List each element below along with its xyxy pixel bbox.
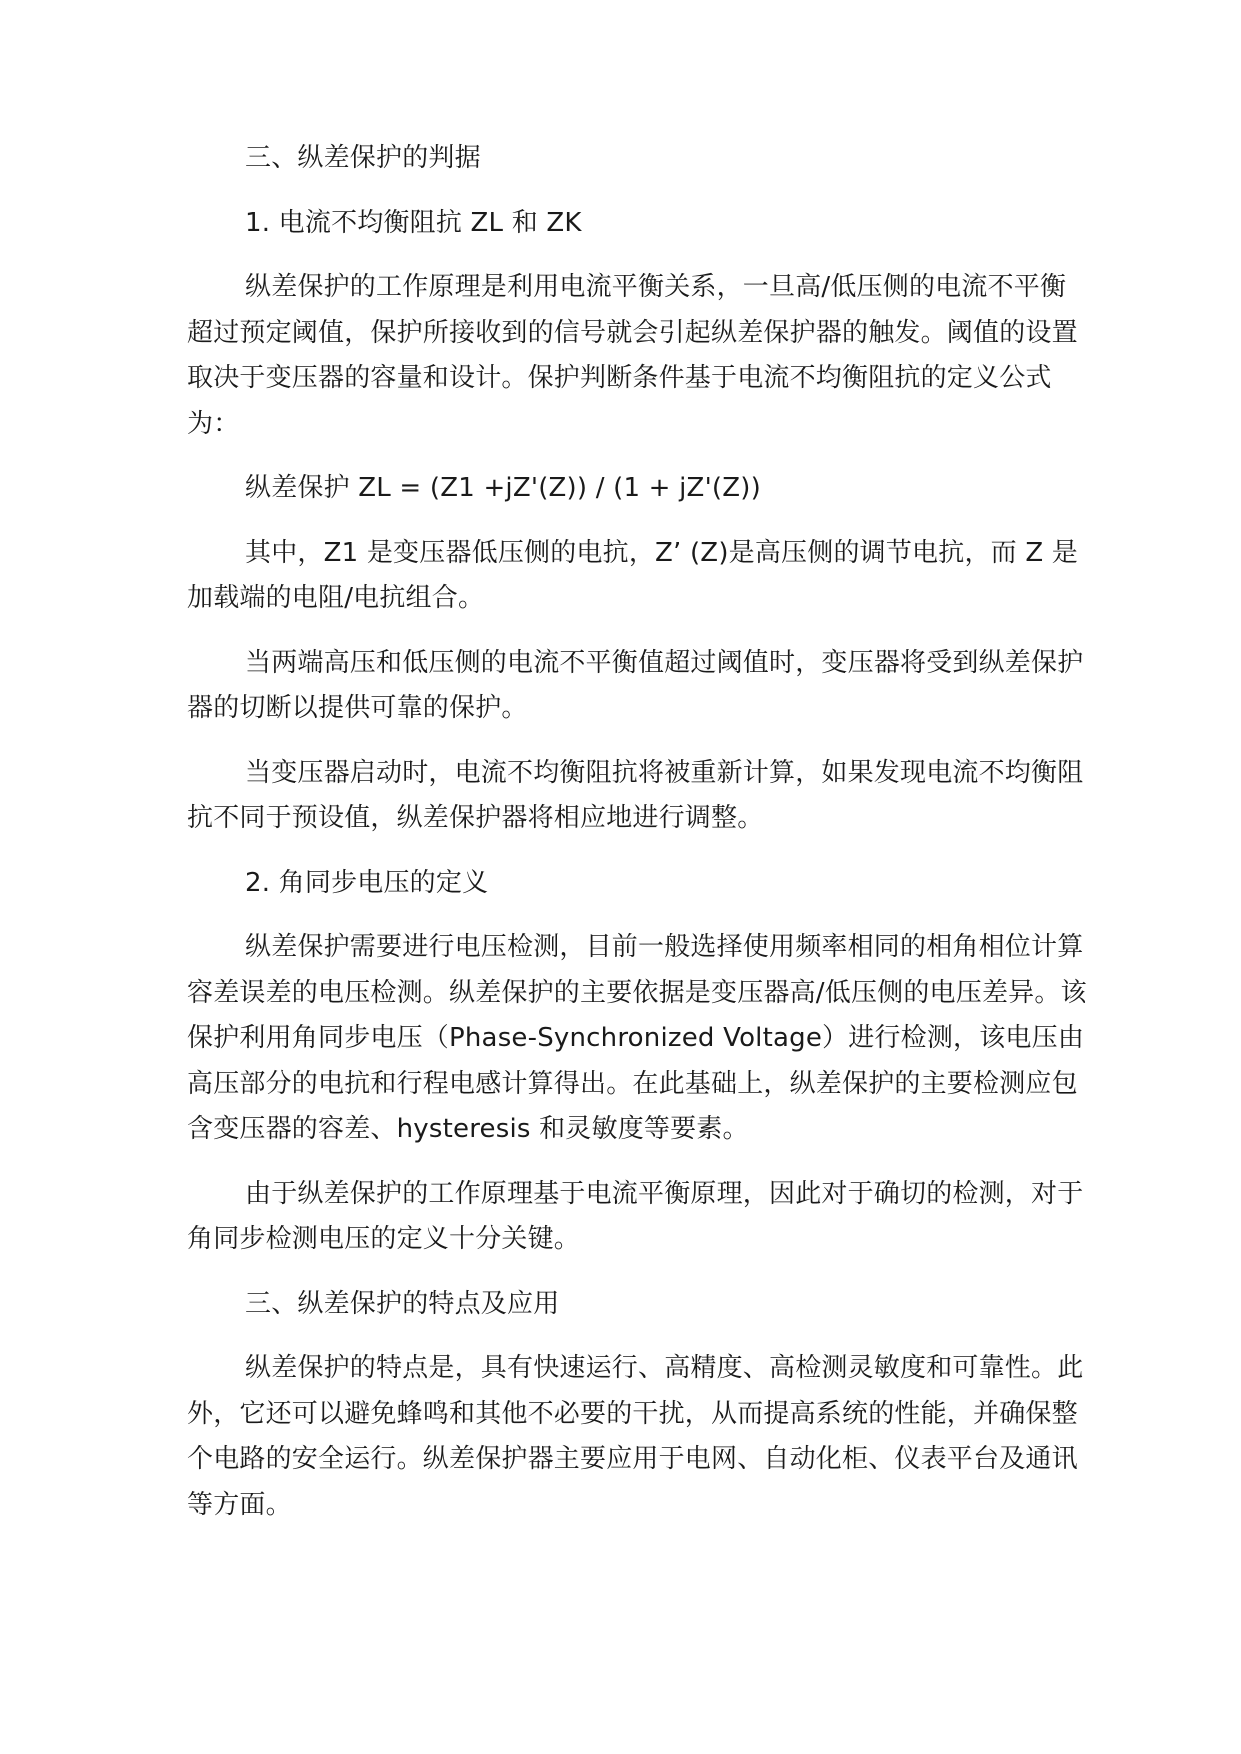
section-heading-features: 三、纵差保护的特点及应用 bbox=[245, 1288, 560, 1319]
paragraph-working-principle: 纵差保护的工作原理是利用电流平衡关系，一旦高/低压侧的电流不平衡超过预定阈值，保护所接收到的信号就会引起纵差保护器的触发。阈值的设置取决于变压器的容量和设计。保护判断条件基于电流不均衡阻抗的定义公式为： bbox=[187, 272, 1078, 439]
paragraph-startup-recalc: 当变压器启动时，电流不均衡阻抗将被重新计算，如果发现电流不均衡阻抗不同于预设值，纵差保护器将相应地进行调整。 bbox=[187, 757, 1084, 833]
paragraph-key-definition: 由于纵差保护的工作原理基于电流平衡原理，因此对于确切的检测，对于角同步检测电压的定义十分关键。 bbox=[187, 1178, 1084, 1254]
paragraph-voltage-detection: 纵差保护需要进行电压检测，目前一般选择使用频率相同的相角相位计算容差误差的电压检测。纵差保护的主要依据是变压器高/低压侧的电压差异。该保护利用角同步电压（Phase-Synchronized Voltage）进行检测，该电压由高压部分的电抗和行程电感计算得出。在此基础上，纵差保护的主要检测应包含变压器的容差、hysteresis 和灵敏度等要素。 bbox=[187, 932, 1087, 1144]
paragraph-formula-explanation: 其中，Z1 是变压器低压侧的电抗，Z’ (Z)是高压侧的调节电抗，而 Z 是加载端的电阻/电抗组合。 bbox=[187, 537, 1078, 613]
subheading-impedance: 1. 电流不均衡阻抗 ZL 和 ZK bbox=[245, 207, 582, 238]
paragraph-features-applications: 纵差保护的特点是，具有快速运行、高精度、高检测灵敏度和可靠性。此外，它还可以避免蜂鸣和其他不必要的干扰，从而提高系统的性能，并确保整个电路的安全运行。纵差保护器主要应用于电网、自动化柜、仪表平台及通讯等方面。 bbox=[187, 1353, 1084, 1520]
document-body bbox=[187, 136, 1087, 1547]
subheading-angle-sync-voltage: 2. 角同步电压的定义 bbox=[245, 867, 489, 898]
formula-line: 纵差保护 ZL = (Z1 +jZ'(Z)) / (1 + jZ'(Z)) bbox=[245, 473, 761, 503]
section-heading-criteria: 三、纵差保护的判据 bbox=[245, 143, 481, 173]
paragraph-threshold-trip: 当两端高压和低压侧的电流不平衡值超过阈值时，变压器将受到纵差保护器的切断以提供可靠的保护。 bbox=[187, 647, 1084, 723]
